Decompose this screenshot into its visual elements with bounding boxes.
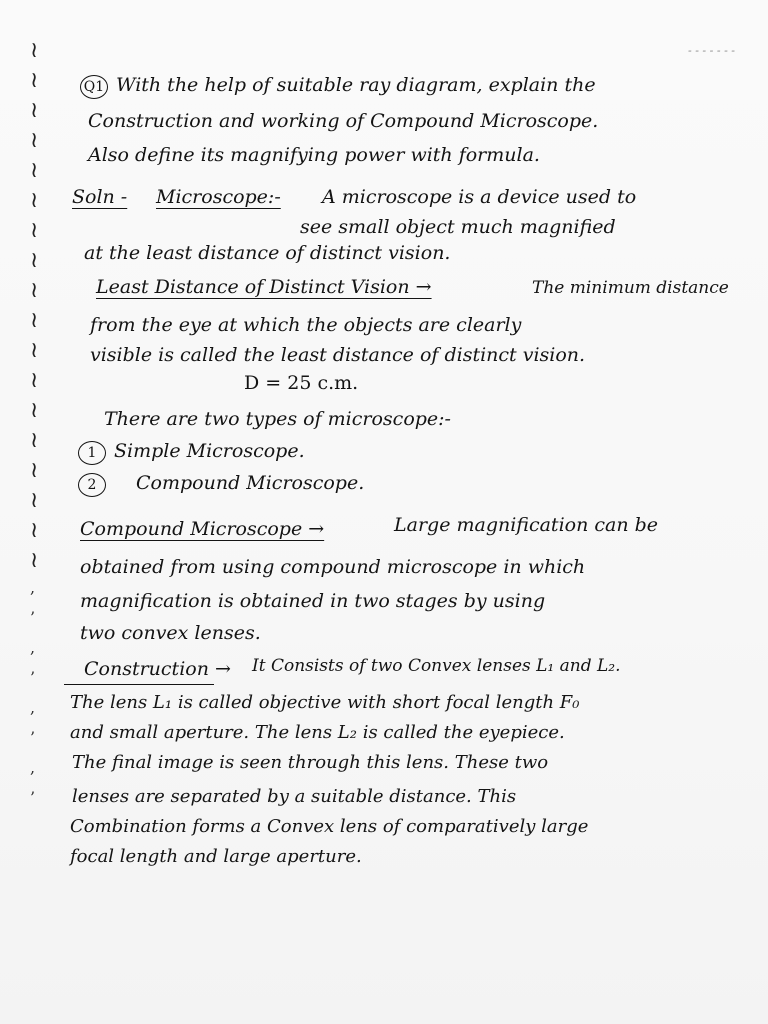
spiral-ring: ≀ — [30, 218, 39, 243]
construction-line-6: Combination forms a Convex lens of comparatively large — [70, 816, 589, 837]
spiral-ring: ≀ — [30, 518, 39, 543]
spiral-ring: ≀ — [30, 458, 39, 483]
type-item-2 — [78, 472, 364, 497]
type-item-1-number: 1 — [78, 441, 106, 465]
spiral-ring: ≀ — [30, 128, 39, 153]
question-line-2: Construction and working of Compound Microscope. — [88, 110, 599, 132]
corner-mark: - - - - - - - — [688, 44, 735, 57]
solution-def-3: at the least distance of distinct vision. — [84, 242, 451, 264]
solution-term-line — [156, 186, 281, 208]
type-item-1-label: Simple Microscope. — [114, 440, 305, 462]
spiral-ring: ≀ — [30, 308, 39, 333]
spiral-ring: ≀ — [30, 98, 39, 123]
question-line-1 — [80, 74, 596, 99]
type-item-2-label: Compound Microscope. — [136, 472, 365, 494]
spiral-ring: ’ — [30, 608, 36, 627]
spiral-ring: ≀ — [30, 548, 39, 573]
compound-line-1: Large magnification can be — [394, 514, 659, 536]
construction-title: Construction → — [84, 658, 231, 680]
type-item-2-number: 2 — [78, 473, 106, 497]
construction-heading — [84, 658, 231, 680]
spiral-ring: ≀ — [30, 68, 39, 93]
solution-term: Microscope:- — [156, 186, 281, 208]
spiral-binding — [24, 40, 54, 840]
spiral-ring: ≀ — [30, 248, 39, 273]
question-number: Q1 — [80, 75, 108, 99]
spiral-ring: ≀ — [30, 188, 39, 213]
construction-line-7: focal length and large aperture. — [70, 846, 362, 867]
construction-line-1: It Consists of two Convex lenses L₁ and L₂. — [252, 656, 621, 676]
spiral-ring: ≀ — [30, 158, 39, 183]
question-text-1: With the help of suitable ray diagram, explain the — [116, 74, 596, 96]
solution-def-2: see small object much magnified — [300, 216, 616, 238]
least-distance-line-2: from the eye at which the objects are clearly — [90, 314, 522, 336]
spiral-ring: ’ — [30, 668, 36, 687]
solution-label: Soln - — [72, 186, 128, 208]
question-line-3: Also define its magnifying power with formula. — [88, 144, 540, 166]
spiral-ring: , — [30, 578, 36, 597]
spiral-ring: , — [30, 638, 36, 657]
least-distance-title: Least Distance of Distinct Vision → — [96, 276, 432, 298]
spiral-ring: ≀ — [30, 278, 39, 303]
compound-line-4: two convex lenses. — [80, 622, 261, 644]
spiral-ring: , — [30, 758, 36, 777]
type-item-1 — [78, 440, 305, 465]
types-intro: There are two types of microscope:- — [104, 408, 451, 430]
least-distance-heading — [96, 276, 432, 298]
construction-line-4: The final image is seen through this lens. These two — [72, 752, 549, 773]
spiral-ring: ≀ — [30, 338, 39, 363]
spiral-ring: ’ — [30, 788, 36, 807]
construction-line-5: lenses are separated by a suitable distance. This — [72, 786, 517, 807]
spiral-ring: ≀ — [30, 428, 39, 453]
solution-line-1 — [72, 186, 127, 208]
least-distance-formula: D = 25 c.m. — [244, 372, 359, 394]
construction-underline — [64, 684, 214, 685]
spiral-ring: ≀ — [30, 398, 39, 423]
spiral-ring: , — [30, 698, 36, 717]
spiral-ring: ≀ — [30, 368, 39, 393]
least-distance-line-3: visible is called the least distance of distinct vision. — [90, 344, 586, 366]
compound-title: Compound Microscope → — [80, 518, 325, 540]
compound-line-3: magnification is obtained in two stages by using — [80, 590, 546, 612]
compound-heading — [80, 518, 324, 540]
construction-line-3: and small aperture. The lens L₂ is called the eyepiece. — [70, 722, 565, 743]
construction-line-2: The lens L₁ is called objective with short focal length F₀ — [70, 692, 580, 713]
spiral-ring: ≀ — [30, 38, 39, 63]
spiral-ring: ≀ — [30, 488, 39, 513]
least-distance-line-1: The minimum distance — [532, 278, 729, 298]
spiral-ring: ’ — [30, 728, 36, 747]
compound-line-2: obtained from using compound microscope in which — [80, 556, 586, 578]
solution-def-1: A microscope is a device used to — [322, 186, 637, 208]
